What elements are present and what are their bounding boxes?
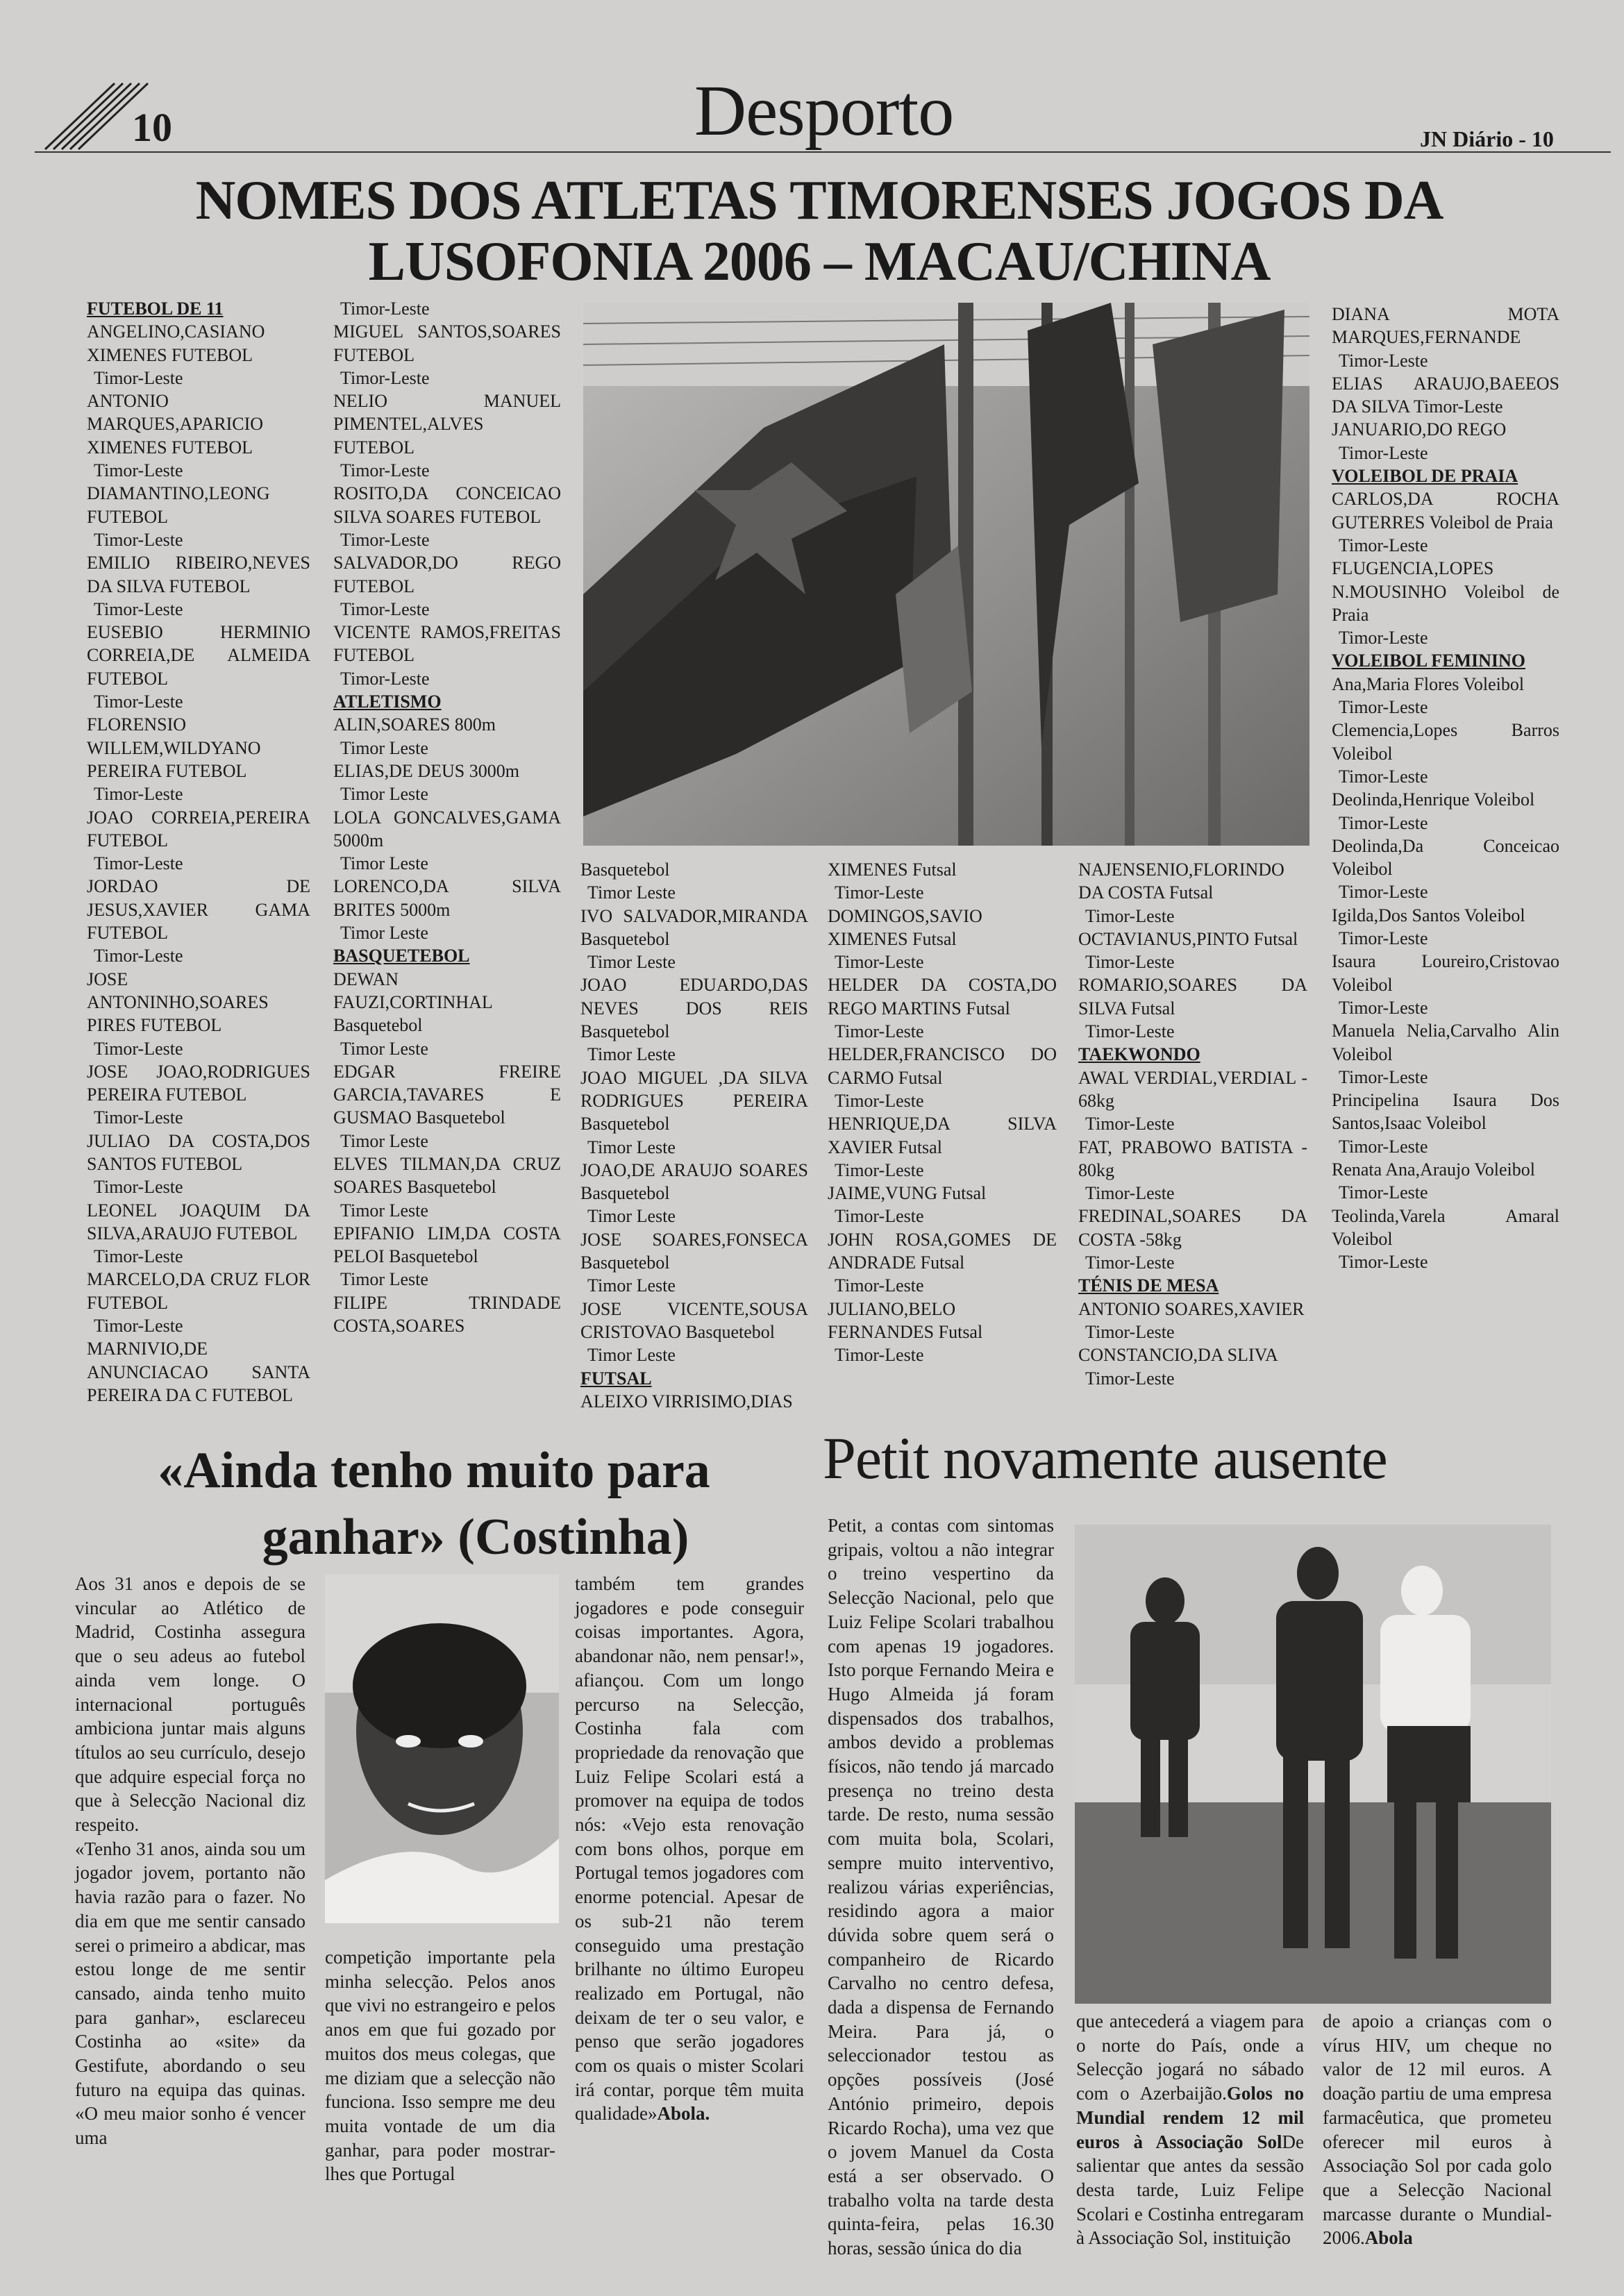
athlete-entry: MARCELO,DA CRUZ FLOR FUTEBOL [87, 1269, 310, 1313]
athlete-country: Timor-Leste [340, 598, 430, 619]
athlete-entry: DIAMANTINO,LEONG FUTEBOL [87, 483, 270, 527]
flags-photo-image [583, 303, 1309, 846]
article1-column-2 [325, 1945, 555, 2186]
main-headline-line1: NOMES DOS ATLETAS TIMORENSES JOGOS DA [195, 170, 1443, 231]
athlete-country: Timor Leste [340, 1200, 428, 1221]
athlete-entry: JOAO,DE ARAUJO SOARES Basquetebol [580, 1159, 808, 1204]
athlete-entry: FILIPE TRINDADE COSTA,SOARES [333, 1292, 561, 1336]
athlete-entry: CARLOS,DA ROCHA GUTERRES Voleibol de Praia [1332, 489, 1559, 533]
athlete-entry: ANGELINO,CASIANO XIMENES FUTEBOL [87, 321, 265, 365]
athlete-country: Timor-Leste [835, 1206, 924, 1227]
athlete-country: Timor-Leste [94, 1246, 183, 1267]
athlete-entry: ANTONIO SOARES,XAVIER [1078, 1298, 1305, 1319]
athlete-country: Timor-Leste [1085, 952, 1175, 973]
athlete-country: Timor-Leste [94, 529, 183, 550]
athlete-entry: XIMENES Futsal [828, 860, 957, 880]
athlete-country: Timor-Leste [835, 1021, 924, 1042]
athlete-entry: HENRIQUE,DA SILVA XAVIER Futsal [828, 1114, 1057, 1157]
athlete-country: Timor-Leste [94, 367, 183, 388]
athlete-country: Timor-Leste [1339, 882, 1428, 903]
athlete-country: Timor-Leste [1339, 766, 1428, 787]
athlete-entry: JOAO CORREIA,PEREIRA FUTEBOL [87, 807, 310, 850]
athlete-entry: DEWAN FAUZI,CORTINHAL Basquetebol [333, 969, 493, 1036]
athlete-country: Timor-Leste [835, 882, 924, 903]
athlete-country: Timor-Leste [1339, 628, 1428, 648]
page-number: 10 [132, 105, 172, 150]
athlete-entry: Ana,Maria Flores Voleibol [1332, 673, 1525, 694]
athletes-column-6 [1332, 303, 1559, 1273]
costinha-portrait-photo [325, 1575, 559, 1923]
costinha-portrait-image [325, 1575, 559, 1923]
athlete-entry: HELDER,FRANCISCO DO CARMO Futsal [828, 1044, 1057, 1088]
athlete-country: Timor-Leste [835, 1345, 924, 1366]
article1-title [69, 1437, 798, 1570]
athlete-entry: LORENCO,DA SILVA BRITES 5000m [333, 876, 561, 920]
athlete-country: Timor Leste [587, 1137, 676, 1157]
athlete-country: Timor-Leste [1339, 535, 1428, 555]
athlete-country: Timor-Leste [1339, 812, 1428, 833]
athlete-country: Timor-Leste [1085, 1021, 1175, 1042]
athlete-country: Timor Leste [587, 882, 676, 903]
athlete-entry: JORDAO DE JESUS,XAVIER GAMA FUTEBOL [87, 876, 310, 944]
section-title: Desporto [694, 71, 954, 151]
sport-heading: VOLEIBOL DE PRAIA [1332, 466, 1518, 487]
article1-title-line1: «Ainda tenho muito para [158, 1442, 710, 1499]
athlete-entry: DIANA MOTA MARQUES,FERNANDE [1332, 304, 1559, 348]
article2-title: Petit novamente ausente [823, 1425, 1387, 1491]
athlete-entry: ELVES TILMAN,DA CRUZ SOARES Basquetebol [333, 1153, 561, 1198]
main-headline [160, 170, 1479, 292]
athlete-country: Timor-Leste [94, 1107, 183, 1128]
athlete-entry: JOHN ROSA,GOMES DE ANDRADE Futsal [828, 1229, 1057, 1273]
athletes-column-2 [333, 297, 561, 1337]
athlete-country: Timor-Leste [835, 1275, 924, 1296]
athlete-country: Timor-Leste [1339, 1252, 1428, 1273]
athlete-entry: ROMARIO,SOARES DA SILVA Futsal [1078, 975, 1307, 1019]
athlete-entry: LEONEL JOAQUIM DA SILVA,ARAUJO FUTEBOL [87, 1200, 310, 1243]
athlete-entry: Isaura Loureiro,Cristovao Voleibol [1332, 951, 1559, 995]
athlete-entry: JOAO EDUARDO,DAS NEVES DOS REIS Basquetebol [580, 975, 808, 1042]
article2-paragraph-4 [1323, 2009, 1552, 2250]
athlete-country: Timor-Leste [94, 946, 183, 966]
athlete-entry: Clemencia,Lopes Barros Voleibol [1332, 720, 1559, 764]
article1-title-line2: ganhar» (Costinha) [262, 1509, 689, 1566]
article1-paragraph-4-text: também tem grandes jogadores e pode conseguir coisas importantes. Agora, abandonar não, nem pensar!», afiançou. Com um longo percurso na Selecção, Costinha fala com propriedade da renovação que Luiz Felipe Scolari está a promover na equipa de todos nós: «Vejo esta renovação com bons olhos, porque em Portugal temos jogadores com enorme potencial. Apesar de os sub-21 não terem conseguido uma prestação brilhante no último Europeu realizado em Portugal, não deixam de ter o seu valor, e penso que serão jogadores com os quais o mister Scolari irá contar, porque têm muita qualidade» [575, 1573, 804, 2125]
athlete-entry: JOSE JOAO,RODRIGUES PEREIRA FUTEBOL [87, 1061, 310, 1105]
athlete-entry: LOLA GONCALVES,GAMA 5000m [333, 807, 561, 850]
athletes-column-4 [828, 858, 1057, 1367]
athlete-entry: HELDER DA COSTA,DO REGO MARTINS Futsal [828, 975, 1057, 1019]
athlete-entry: MARNIVIO,DE ANUNCIACAO SANTA PEREIRA DA C FUTEBOL [87, 1339, 310, 1405]
athlete-entry: IVO SALVADOR,MIRANDA Basquetebol [580, 905, 808, 949]
athlete-country: Timor-Leste [1339, 697, 1428, 718]
athlete-entry: FLUGENCIA,LOPES N.MOUSINHO Voleibol de Praia [1332, 558, 1559, 625]
athlete-country: Timor Leste [587, 1044, 676, 1065]
athlete-entry: FREDINAL,SOARES DA COSTA -58kg [1078, 1206, 1307, 1250]
athlete-entry: ANTONIO MARQUES,APARICIO XIMENES FUTEBOL [87, 391, 264, 458]
article1-column-3 [575, 1572, 804, 2126]
article2-column-3 [1323, 2009, 1552, 2250]
athlete-entry: JOAO MIGUEL ,DA SILVA RODRIGUES PEREIRA Basquetebol [580, 1067, 808, 1134]
athlete-country: Timor-Leste [1339, 1136, 1428, 1157]
athlete-country: Timor-Leste [94, 692, 183, 712]
athlete-entry: NAJENSENIO,FLORINDO DA COSTA Futsal [1078, 860, 1284, 903]
header-rule [35, 151, 1611, 153]
athlete-entry: Renata Ana,Araujo Voleibol [1332, 1159, 1535, 1180]
article2-subheading: Golos no Mundial rendem 12 mil euros à Associação Sol [1076, 2083, 1304, 2152]
athlete-country: Timor-Leste [94, 460, 183, 481]
sport-heading: ATLETISMO [333, 692, 442, 712]
athlete-country: Timor-Leste [1339, 997, 1428, 1018]
athlete-entry: OCTAVIANUS,PINTO Futsal [1078, 928, 1298, 949]
sport-heading: BASQUETEBOL [333, 946, 470, 966]
athlete-country: Timor-Leste [340, 668, 430, 689]
athlete-entry: CONSTANCIO,DA SLIVA [1078, 1345, 1278, 1366]
athlete-entry: ELIAS ARAUJO,BAEEOS DA SILVA Timor-Leste [1332, 373, 1559, 417]
sport-heading: VOLEIBOL FEMININO [1332, 651, 1526, 671]
athlete-country: Timor-Leste [340, 460, 430, 481]
athlete-country: Timor-Leste [1339, 350, 1428, 371]
athletes-column-1 [87, 297, 310, 1407]
article2-paragraph-4-text: de apoio a crianças com o vírus HIV, um cheque no valor de 12 mil euros. A doação partiu de uma empresa farmacêutica, que prometeu oferecer mil euros à Associação Sol por cada golo que a Selecção Nacional marcasse durante o Mundial-2006. [1323, 2011, 1552, 2249]
athlete-entry: JULIANO,BELO FERNANDES Futsal [828, 1298, 983, 1342]
athlete-country: Timor-Leste [1085, 1252, 1175, 1273]
athletes-column-3 [580, 858, 808, 1413]
sport-heading: TAEKWONDO [1078, 1044, 1200, 1065]
athlete-entry: ROSITO,DA CONCEICAO SILVA SOARES FUTEBOL [333, 483, 561, 527]
athlete-entry: JOSE ANTONINHO,SOARES PIRES FUTEBOL [87, 969, 269, 1036]
athlete-country: Timor Leste [340, 1130, 428, 1151]
athlete-country: Timor Leste [340, 923, 428, 944]
athlete-country: Timor-Leste [835, 1159, 924, 1180]
athlete-country: Timor-Leste [1339, 928, 1428, 949]
athlete-entry: DOMINGOS,SAVIO XIMENES Futsal [828, 905, 982, 949]
athlete-entry: Manuela Nelia,Carvalho Alin Voleibol [1332, 1021, 1559, 1064]
athlete-entry: AWAL VERDIAL,VERDIAL - 68kg [1078, 1067, 1307, 1111]
athlete-entry: JOSE SOARES,FONSECA Basquetebol [580, 1229, 808, 1273]
article1-paragraph-4 [575, 1572, 804, 2126]
article2-column-2 [1076, 2009, 1304, 2250]
athlete-entry: ELIAS,DE DEUS 3000m [333, 760, 519, 781]
athlete-entry: NELIO MANUEL PIMENTEL,ALVES FUTEBOL [333, 391, 561, 458]
article1-paragraph-3: competição importante pela minha selecção. Pelos anos que vivi no estrangeiro e pelos anos em que fui gozado por muitos dos meus colegas, que me diziam que a selecção não funciona. Isso sempre me deu muita vontade de um dia ganhar, para poder mostrar-lhes que Portugal [325, 1947, 555, 2185]
athlete-entry: EDGAR FREIRE GARCIA,TAVARES E GUSMAO Basquetebol [333, 1061, 561, 1128]
athlete-entry: VICENTE RAMOS,FREITAS FUTEBOL [333, 622, 561, 666]
athlete-country: Timor Leste [587, 1206, 676, 1227]
athlete-country: Timor-Leste [1085, 1321, 1175, 1342]
athlete-entry: Deolinda,Henrique Voleibol [1332, 789, 1535, 810]
athlete-country: Timor-Leste [94, 1038, 183, 1059]
athlete-country: Timor-Leste [94, 1177, 183, 1198]
athlete-country: Timor-Leste [1339, 442, 1428, 463]
article2-paragraph-2 [1076, 2009, 1304, 2250]
athlete-country: Timor Leste [340, 737, 428, 758]
article2-paragraph-3-text: De salientar que antes da sessão desta tarde, Luiz Felipe Scolari e Costinha entregaram à Associação Sol, instituição [1076, 2131, 1304, 2249]
athlete-entry: Igilda,Dos Santos Voleibol [1332, 905, 1525, 925]
article2-column-1 [828, 1514, 1054, 2261]
article1-paragraph-2: «Tenho 31 anos, ainda sou um jogador jovem, portanto não havia razão para o fazer. No dia em que me sentir cansado serei o primeiro a abdicar, mas estou longe de me sentir cansado, ainda tenho muito para ganhar», esclareceu Costinha ao «site» da Gestifute, abordando o seu futuro na equipa das quinas. «O meu maior sonho é vencer uma [75, 1838, 305, 2149]
sport-heading: FUTEBOL DE 11 [87, 299, 224, 319]
athlete-country: Timor-Leste [835, 952, 924, 973]
athlete-entry: EMILIO RIBEIRO,NEVES DA SILVA FUTEBOL [87, 553, 310, 596]
article2-source: Abola [1364, 2227, 1413, 2249]
athlete-country: Timor-Leste [835, 1090, 924, 1111]
athlete-entry: Principelina Isaura Dos Santos,Isaac Voleibol [1332, 1090, 1559, 1134]
athlete-entry: ALEIXO VIRRISIMO,DIAS [580, 1391, 793, 1411]
athlete-entry: FLORENSIO WILLEM,WILDYANO PEREIRA FUTEBOL [87, 714, 261, 781]
athletes-column-5 [1078, 858, 1307, 1390]
athlete-entry: JOSE VICENTE,SOUSA CRISTOVAO Basquetebol [580, 1298, 808, 1342]
athlete-entry: JULIAO DA COSTA,DOS SANTOS FUTEBOL [87, 1130, 310, 1174]
athlete-country: Timor-Leste [340, 367, 430, 388]
athlete-entry: JANUARIO,DO REGO [1332, 419, 1507, 440]
athlete-country: Timor-Leste [1339, 1182, 1428, 1203]
athlete-country: Timor Leste [340, 1038, 428, 1059]
athlete-country: Timor-Leste [1085, 1114, 1175, 1134]
athlete-entry: Deolinda,Da Conceicao Voleibol [1332, 835, 1559, 880]
athlete-entry: JAIME,VUNG Futsal [828, 1183, 987, 1204]
flags-photo [583, 303, 1309, 846]
athlete-entry: EPIFANIO LIM,DA COSTA PELOI Basquetebol [333, 1223, 561, 1267]
article2-paragraph-2-text: que antecederá a viagem para o norte do País, onde a Selecção jogará no sábado com o Azerbaijão. [1076, 2011, 1304, 2104]
athlete-country: Timor Leste [587, 952, 676, 973]
sport-heading: FUTSAL [580, 1368, 652, 1389]
article1-column-1 [75, 1572, 305, 2150]
athlete-country: Timor-Leste [94, 1316, 183, 1336]
athlete-country: Timor-Leste [94, 853, 183, 874]
training-photo-image [1075, 1525, 1551, 2004]
article2-paragraph-1: Petit, a contas com sintomas gripais, voltou a não integrar o treino vespertino da Selecção Nacional, pelo que Luiz Felipe Scolari trabalhou com apenas 19 jogadores. Isto porque Fernando Meira e Hugo Almeida já foram dispensados dos trabalhos, ambos devido a problemas físicos, não tendo já marcado presença no treino desta tarde. De resto, numa sessão com muita bola, Scolari, sempre muito interventivo, realizou várias experiências, residindo agora a maior dúvida sobre quem será o companheiro de Ricardo Carvalho no centro defesa, dada a dispensa de Fernando Meira. Para já, o seleccionador testou as opções possíveis (José António primeiro, depois Ricardo Rocha), uma vez que o jovem Manuel da Costa está a ser observado. O trabalho volta na tarde desta quinta-feira, pelas 16.30 horas, sessão única do dia [828, 1515, 1054, 2259]
main-headline-line2: LUSOFONIA 2006 – MACAU/CHINA [368, 231, 1271, 292]
article1-paragraph-1: Aos 31 anos e depois de se vincular ao Atlético de Madrid, Costinha assegura que o seu adeus ao futebol ainda vem longe. O internacional português ambiciona juntar mais alguns títulos ao seu currículo, desejo que adquire especial força no que à Selecção Nacional diz respeito. [75, 1573, 305, 1836]
athlete-entry: FAT, PRABOWO BATISTA - 80kg [1078, 1137, 1307, 1180]
athlete-country: Timor-Leste [1085, 905, 1175, 926]
sport-heading: TÉNIS DE MESA [1078, 1275, 1219, 1296]
athlete-entry: SALVADOR,DO REGO FUTEBOL [333, 553, 561, 596]
athlete-country: Timor-Leste [340, 529, 430, 550]
training-photo [1075, 1525, 1551, 2004]
athlete-country: Timor Leste [340, 853, 428, 874]
athlete-country: Timor-Leste [94, 784, 183, 805]
athlete-entry: ALIN,SOARES 800m [333, 714, 496, 735]
athlete-entry: Teolinda,Varela Amaral Voleibol [1332, 1205, 1559, 1249]
athlete-entry: MIGUEL SANTOS,SOARES FUTEBOL [333, 321, 561, 365]
athlete-country: Timor Leste [340, 784, 428, 805]
athlete-country: Timor Leste [340, 1269, 428, 1290]
athlete-country: Timor-Leste [340, 299, 430, 319]
athlete-country: Timor-Leste [1085, 1183, 1175, 1204]
athlete-country: Timor-Leste [94, 598, 183, 619]
athlete-country: Timor-Leste [1339, 1066, 1428, 1087]
athlete-entry: Basquetebol [580, 860, 670, 880]
paper-reference: JN Diário - 10 [1420, 126, 1554, 151]
athlete-country: Timor Leste [587, 1275, 676, 1296]
article1-source: Abola. [657, 2103, 710, 2125]
athlete-country: Timor Leste [587, 1345, 676, 1366]
athlete-country: Timor-Leste [1085, 1368, 1175, 1389]
athlete-entry: EUSEBIO HERMINIO CORREIA,DE ALMEIDA FUTEBOL [87, 622, 310, 689]
